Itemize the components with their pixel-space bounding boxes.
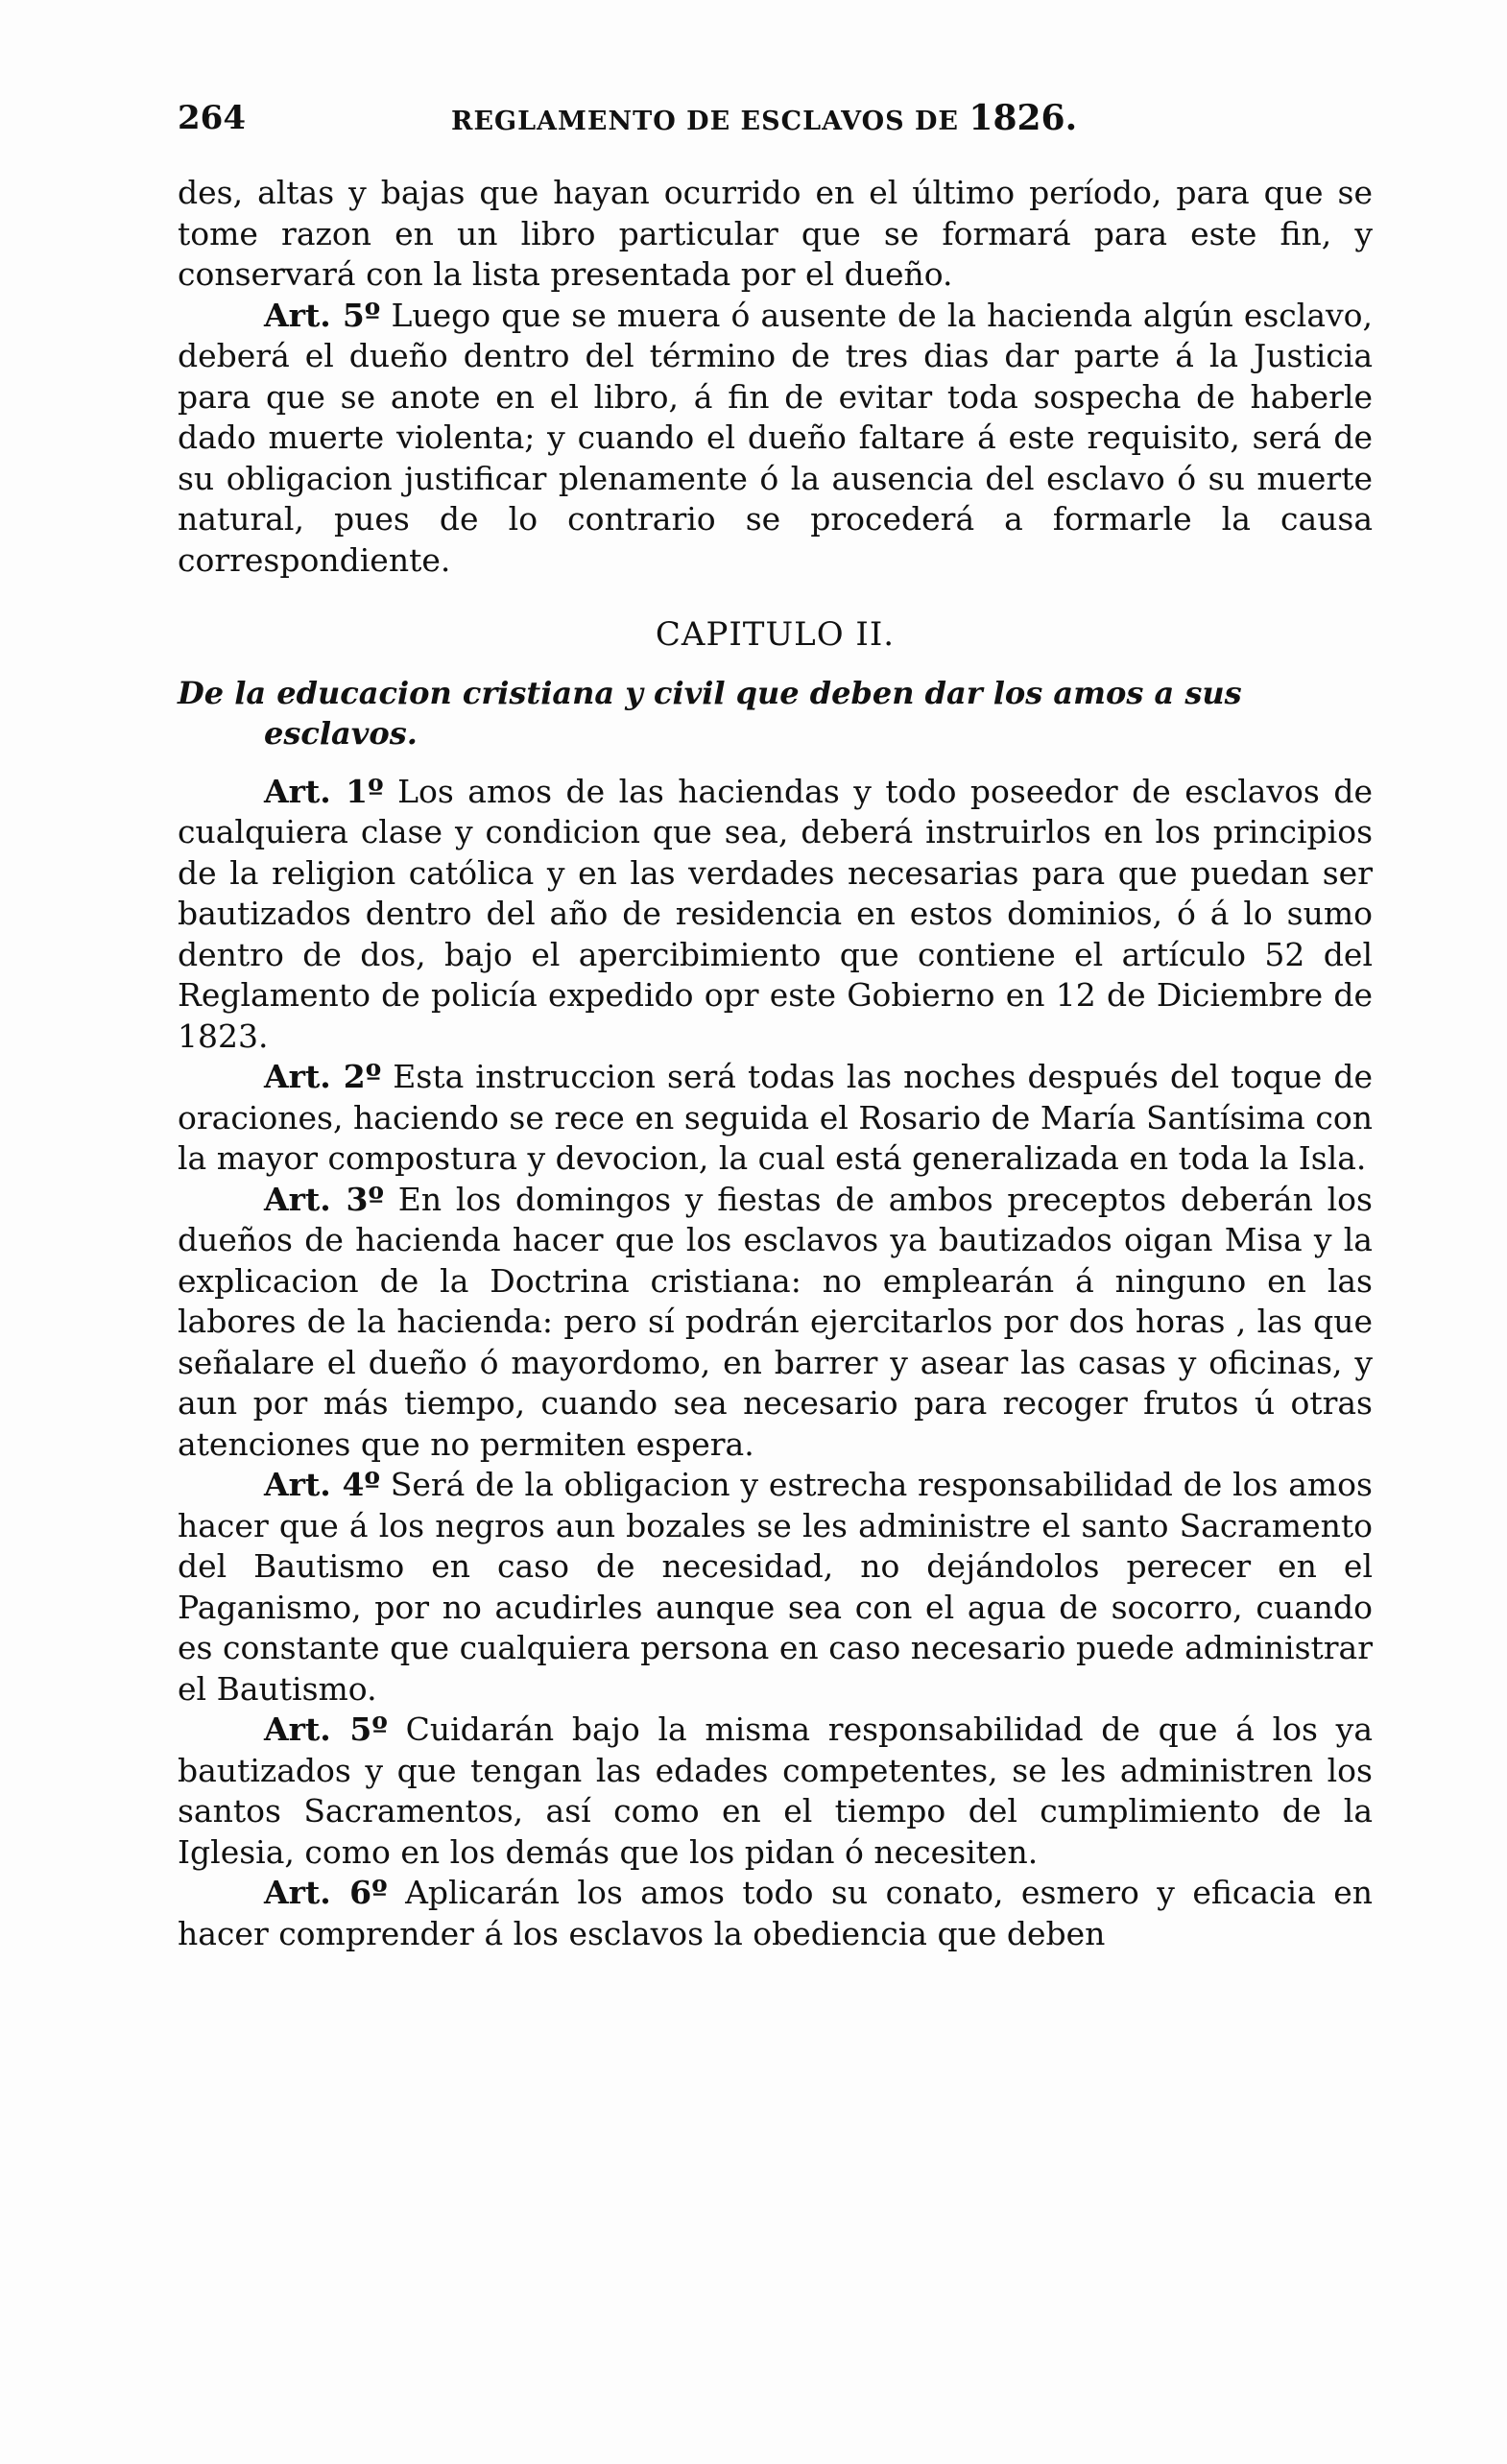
running-head <box>178 94 1377 142</box>
page-number: 264 <box>178 99 246 137</box>
article-paragraph-5 <box>178 1710 1373 1873</box>
running-title <box>451 94 1077 146</box>
chapter-title: CAPITULO II. <box>655 615 896 654</box>
article-text: Aplicarán los amos todo su conato, esmero y eficacia en hacer comprender á los esclavos la obediencia que deben <box>178 1874 1373 1952</box>
article-label: Art. 3º <box>264 1180 384 1218</box>
article-label: Art. 5º <box>264 1710 388 1748</box>
article-label: Art. 2º <box>264 1058 382 1095</box>
article-label: Art. 6º <box>264 1874 388 1911</box>
article-text: Luego que se muera ó ausente de la hacienda algún esclavo, deberá el dueño dentro del término de tres dias dar parte á la Justicia para que se anote en el libro, á fin de evitar toda sospecha de haberle dado muerte violenta; y cuando el dueño faltare á este requisito, será de su obligacion justificar plenamente ó la ausencia del esclavo ó su muerte natural, pues de lo contrario se procederá a formarle la causa correspondiente. <box>178 296 1373 579</box>
article-label: Art. 5º <box>264 296 381 334</box>
body-text <box>178 173 1373 1954</box>
article-text: Cuidarán bajo la misma responsabilidad de que á los ya bautizados y que tengan las edades competentes, se les administren los santos Sacramentos, así como en el tiempo del cumplimiento de la Iglesia, como en los demás que los pidan ó necesiten. <box>178 1710 1373 1871</box>
running-title-text: REGLAMENTO DE ESCLAVOS DE <box>451 107 959 136</box>
article-paragraph-4 <box>178 1465 1373 1710</box>
running-title-year: 1826. <box>969 98 1078 138</box>
article-label: Art. 1º <box>264 772 384 810</box>
article-paragraph-3 <box>178 1180 1373 1466</box>
article-text: Será de la obligacion y estrecha responsabilidad de los amos hacer que á los negros aun bozales se les administre el santo Sacramento del Bautismo en caso de necesidad, no dejándolos perecer en el Paganismo, por no acudirles aunque sea con el agua de socorro, cuando es constante que cualquiera persona en caso necesario puede administrar el Bautismo. <box>178 1466 1373 1708</box>
article-text: Esta instruccion será todas las noches después del toque de oraciones, haciendo se rece en seguida el Rosario de María Santísima con la mayor compostura y devocion, la cual está generalizada en toda la Isla. <box>178 1058 1373 1177</box>
article-text: Los amos de las haciendas y todo poseedor de esclavos de cualquiera clase y condicion que sea, deberá instruirlos en los principios de la religion católica y en las verdades necesarias para que puedan ser bautizados dentro del año de residencia en estos dominios, ó á lo sumo dentro de dos, bajo el apercibimiento que contiene el artículo 52 del Reglamento de policía expedido opr este Gobierno en 12 de Diciembre de 1823. <box>178 772 1373 1055</box>
article-paragraph-2 <box>178 1057 1373 1180</box>
continuation-paragraph: des, altas y bajas que hayan ocurrido en el último período, para que se tome razon en un libro particular que se formará para este fin, y conservará con la lista presentada por el dueño. <box>178 174 1373 293</box>
chapter-subtitle: De la educacion cristiana y civil que deben dar los amos a sus esclavos. <box>178 674 1242 752</box>
article-paragraph-prev-5 <box>178 296 1373 582</box>
article-text: En los domingos y fiestas de ambos preceptos deberán los dueños de hacienda hacer que los esclavos ya bautizados oigan Misa y la explicacion de la Doctrina cristiana: no emplearán á ninguno en las labores de la hacienda: pero sí podrán ejercitarlos por dos horas , las que señalare el dueño ó mayordomo, en barrer y asear las casas y oficinas, y aun por más tiempo, cuando sea necesario para recoger frutos ú otras atenciones que no permiten espera. <box>178 1180 1373 1463</box>
article-paragraph-6 <box>178 1873 1373 1954</box>
article-paragraph-1 <box>178 772 1373 1058</box>
article-label: Art. 4º <box>264 1466 380 1503</box>
